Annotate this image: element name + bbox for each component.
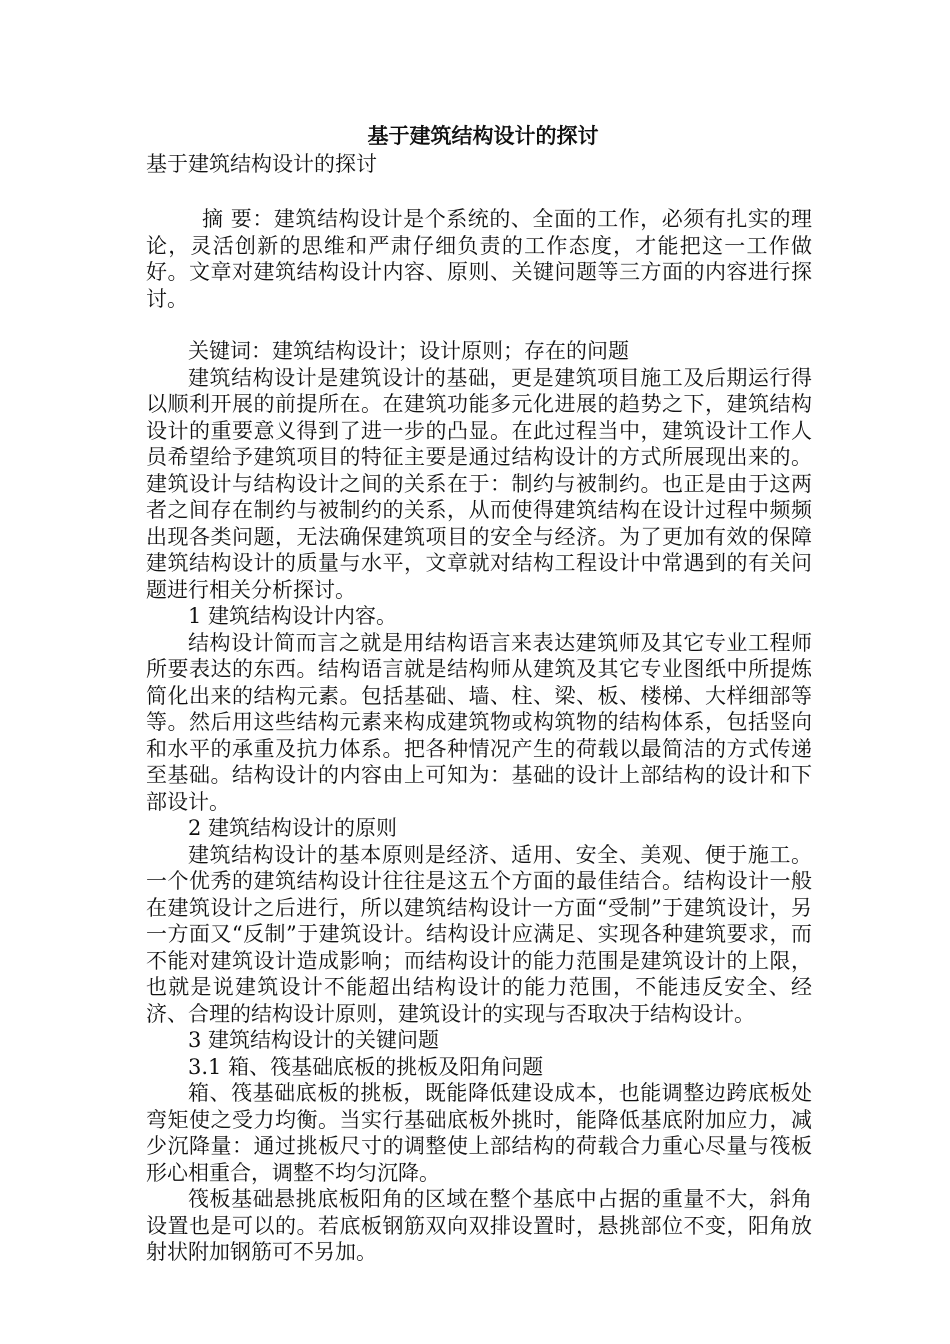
body-paragraph: 建筑结构设计的基本原则是经济、适用、安全、美观、便于施工。一个优秀的建筑结构设计往往是这五个方面的最佳结合。结构设计一般在建筑设计之后进行，所以建筑结构设计一方面“受制”于建筑设计，另一方面又“反制”于建筑设计。结构设计应满足、实现各种建筑要求，而不能对建筑设计造成影响；而结构设计的能力范围是建筑设计的上限，也就是说建筑设计不能超出结构设计的能力范围，不能违反安全、经济、合理的结构设计原则，建筑设计的实现与否取决于结构设计。 — [146, 842, 812, 1026]
abstract-paragraph: 摘 要：建筑结构设计是个系统的、全面的工作，必须有扎实的理论，灵活创新的思维和严肃仔细负责的工作态度，才能把这一工作做好。文章对建筑结构设计内容、原则、关键问题等三方面的内容进行探讨。 — [146, 207, 812, 311]
body-paragraph: 箱、筏基础底板的挑板，既能降低建设成本，也能调整边跨底板处弯矩使之受力均衡。当实行基础底板外挑时，能降低基底附加应力，减少沉降量：通过挑板尺寸的调整使上部结构的荷载合力重心尽量与筏板形心相重合，调整不均匀沉降。 — [146, 1081, 812, 1185]
body-paragraph: 结构设计简而言之就是用结构语言来表达建筑师及其它专业工程师所要表达的东西。结构语言就是结构师从建筑及其它专业图纸中所提炼简化出来的结构元素。包括基础、墙、柱、梁、板、楼梯、大样细部等等。然后用这些结构元素来构成建筑物或构筑物的结构体系，包括竖向和水平的承重及抗力体系。把各种情况产生的荷载以最简洁的方式传递至基础。结构设计的内容由上可知为：基础的设计上部结构的设计和下部设计。 — [146, 630, 812, 814]
section-heading-2: 2 建筑结构设计的原则 — [188, 816, 398, 840]
keywords-line: 关键词：建筑结构设计；设计原则；存在的问题 — [188, 339, 629, 363]
body-paragraph: 建筑结构设计是建筑设计的基础，更是建筑项目施工及后期运行得以顺利开展的前提所在。在建筑功能多元化进展的趋势之下，建筑结构设计的重要意义得到了进一步的凸显。在此过程当中，建筑设计工作人员希望给予建筑项目的特征主要是通过结构设计的方式所展现出来的。建筑设计与结构设计之间的关系在于：制约与被制约。也正是由于这两者之间存在制约与被制约的关系，从而使得建筑结构在设计过程中频频出现各类问题，无法确保建筑项目的安全与经济。为了更加有效的保障建筑结构设计的质量与水平，文章就对结构工程设计中常遇到的有关问题进行相关分析探讨。 — [146, 365, 812, 602]
body-paragraph: 筏板基础悬挑底板阳角的区域在整个基底中占据的重量不大，斜角设置也是可以的。若底板钢筋双向双排设置时，悬挑部位不变，阳角放射状附加钢筋可不另加。 — [146, 1187, 812, 1264]
document-title: 基于建筑结构设计的探讨 — [367, 123, 599, 148]
subsection-heading-3-1: 3.1 箱、筏基础底板的挑板及阳角问题 — [188, 1054, 544, 1079]
section-heading-1: 1 建筑结构设计内容。 — [188, 604, 398, 628]
section-heading-3: 3 建筑结构设计的关键问题 — [188, 1028, 440, 1052]
document-subtitle: 基于建筑结构设计的探讨 — [146, 152, 377, 176]
document-page — [146, 122, 812, 1266]
